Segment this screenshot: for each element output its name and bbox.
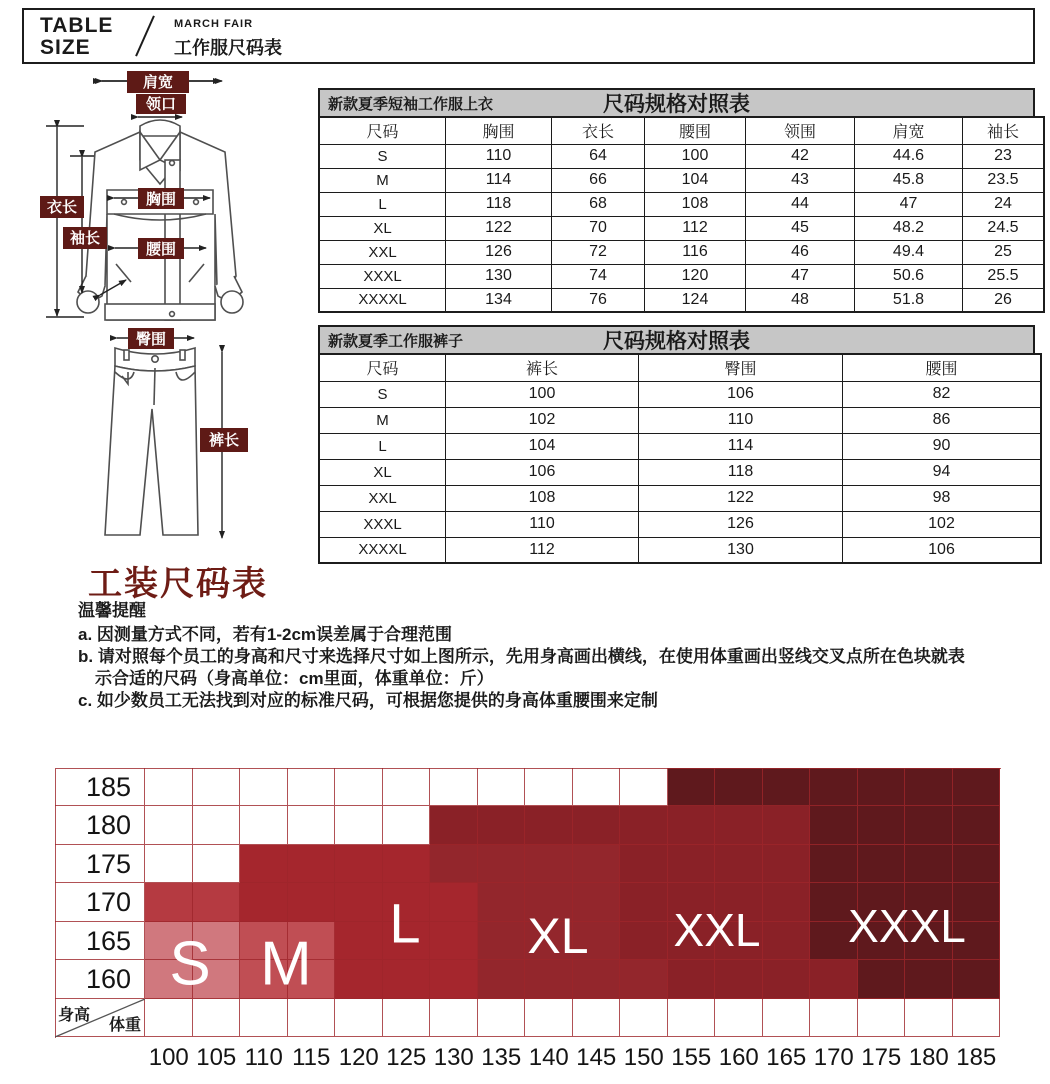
grid-cell [478,960,526,998]
grid-cell [288,883,336,921]
jacket-drawing [77,120,243,320]
table-cell: 108 [446,485,639,511]
grid-cell [335,768,383,806]
table-cell: 116 [645,240,746,264]
column-header: 腰围 [645,117,746,144]
table-cell: 114 [446,168,552,192]
grid-cell [193,806,241,844]
grid-cell [573,960,621,998]
product-name: 新款夏季短袖工作服上衣 [328,95,494,113]
table-cell: 118 [639,459,843,485]
table-title: 尺码规格对照表 [603,330,750,353]
table-row [319,288,1044,312]
table-cell: XXL [319,240,446,264]
waist-chip: 腰围 [145,241,177,258]
shoulder-width-chip: 肩宽 [142,74,174,91]
table-cell: 106 [446,459,639,485]
column-header: 衣长 [552,117,645,144]
table-cell: 44 [746,192,855,216]
size-region-label: L [389,891,421,955]
height-label: 165 [85,925,131,956]
table-cell: 100 [645,144,746,168]
grid-cell [763,806,811,844]
table-cell: 126 [446,240,552,264]
table-cell: 64 [552,144,645,168]
table-cell: 48.2 [855,216,963,240]
grid-cell [668,768,716,806]
grid-cell [478,999,526,1037]
grid-cell [905,960,953,998]
weight-label: 160 [718,1044,759,1071]
table-row [319,192,1044,216]
table-cell: 122 [639,485,843,511]
grid-cell [810,960,858,998]
grid-cell [525,845,573,883]
table-cell: L [319,433,446,459]
pants-size-table [318,325,1035,564]
grid-cell [478,806,526,844]
sleeve-length-chip: 袖长 [69,230,101,247]
grid-cell [620,922,668,960]
weight-label: 100 [148,1044,189,1071]
table-header-band [318,88,1035,118]
grid-cell [620,960,668,998]
table-column-header-row [319,354,1041,381]
table-cell: 102 [843,511,1042,537]
height-label: 180 [85,810,131,841]
grid-cell [763,999,811,1037]
grid-cell [810,999,858,1037]
table-cell: 110 [446,511,639,537]
table-row [319,264,1044,288]
grid-cell [383,999,431,1037]
table-cell: 118 [446,192,552,216]
banner-subtitle: 工作服尺码表 [174,38,282,58]
column-header: 裤长 [446,354,639,381]
banner-word-size: SIZE [40,36,91,59]
banner-title [40,15,113,59]
table-cell: 130 [639,537,843,563]
table-cell: 50.6 [855,264,963,288]
grid-cell [905,999,953,1037]
jacket-length-chip: 衣长 [46,199,78,216]
grid-cell [620,883,668,921]
brand-name: MARCH FAIR [174,18,254,30]
table-cell: 86 [843,407,1042,433]
height-label: 170 [85,887,131,918]
table-cell: L [319,192,446,216]
table-row [319,216,1044,240]
table-cell: 47 [855,192,963,216]
column-header: 腰围 [843,354,1042,381]
column-header: 尺码 [319,117,446,144]
table-cell: 47 [746,264,855,288]
table-cell: XL [319,459,446,485]
grid-cell [573,845,621,883]
garment-measure-diagram [28,64,320,556]
hip-chip: 臀围 [135,331,167,348]
table-cell: 110 [446,144,552,168]
grid-cell [145,999,193,1037]
grid-cell [240,845,288,883]
grid-cell [763,922,811,960]
table-cell: 24.5 [963,216,1045,240]
grid-cell [478,845,526,883]
table-cell: 68 [552,192,645,216]
grid-cell [715,768,763,806]
weight-label: 185 [956,1044,997,1071]
table-cell: 72 [552,240,645,264]
table-cell: 74 [552,264,645,288]
grid-cell [525,999,573,1037]
table-cell: XXXXL [319,288,446,312]
table-row [319,381,1041,407]
grid-cell [620,806,668,844]
grid-cell [335,806,383,844]
grid-cell [383,960,431,998]
column-header: 肩宽 [855,117,963,144]
table-cell: 44.6 [855,144,963,168]
table-column-header-row [319,117,1044,144]
banner-word-table: TABLE [40,14,114,37]
pants-drawing [105,348,198,535]
grid-cell [525,960,573,998]
grid-cell [335,999,383,1037]
grid-cell [810,806,858,844]
table-cell: 76 [552,288,645,312]
column-header: 领围 [746,117,855,144]
height-label: 175 [85,848,131,879]
weight-label: 110 [244,1044,283,1071]
table-row [319,168,1044,192]
grid-cell [858,960,906,998]
height-weight-size-chart [55,768,1000,1078]
weight-label: 145 [576,1044,617,1071]
grid-cell [145,883,193,921]
table-row [319,485,1041,511]
grid-cell [478,883,526,921]
collar-chip: 领口 [145,96,177,113]
table-cell: 102 [446,407,639,433]
table-cell: XXXXL [319,537,446,563]
grid-cell [715,960,763,998]
grid-cell [145,806,193,844]
size-region-label: S [169,929,211,999]
size-region-label: M [260,929,312,999]
table-cell: XXL [319,485,446,511]
axis-corner-cell [55,999,145,1037]
grid-cell [193,999,241,1037]
table-cell: 23 [963,144,1045,168]
table-header-band [318,325,1035,355]
table-cell: 124 [645,288,746,312]
grid-cell [715,806,763,844]
table-cell: 26 [963,288,1045,312]
table-cell: 106 [843,537,1042,563]
grid-cell [620,999,668,1037]
grid-cell [668,999,716,1037]
table-cell: 94 [843,459,1042,485]
grid-cell [573,768,621,806]
grid-cell [763,768,811,806]
column-header: 尺码 [319,354,446,381]
table-cell: 112 [446,537,639,563]
product-name: 新款夏季工作服裤子 [328,332,464,350]
grid-cell [430,806,478,844]
table-cell: 45.8 [855,168,963,192]
table-row [319,537,1041,563]
table-cell: 112 [645,216,746,240]
table-cell: S [319,381,446,407]
weight-label: 105 [196,1044,237,1071]
weight-label: 115 [292,1044,331,1071]
grid-cell [383,768,431,806]
grid-cell [953,768,1001,806]
grid-cell [145,768,193,806]
table-cell: 25 [963,240,1045,264]
table-cell: 82 [843,381,1042,407]
weight-label: 180 [908,1044,949,1071]
table-cell: 98 [843,485,1042,511]
table-cell: 45 [746,216,855,240]
grid-cell [335,960,383,998]
grid-cell [763,883,811,921]
grid-cell [810,768,858,806]
page-banner [22,8,1035,64]
grid-cell [525,768,573,806]
grid-cell [858,768,906,806]
weight-label: 135 [481,1044,522,1071]
column-header: 臀围 [639,354,843,381]
table-row [319,407,1041,433]
table-cell: 130 [446,264,552,288]
grid-cell [430,999,478,1037]
section-title: 工装尺码表 [88,565,268,603]
table-row [319,433,1041,459]
grid-cell [430,883,478,921]
note-line-c: c. 如少数员工无法找到对应的标准尺码，可根据您提供的身高体重腰围来定制 [78,691,658,710]
table-cell: 110 [639,407,843,433]
grid-cell [193,883,241,921]
grid-cell [763,960,811,998]
weight-label: 170 [813,1044,854,1071]
grid-cell [430,960,478,998]
grid-cell [905,845,953,883]
column-header: 袖长 [963,117,1045,144]
chest-chip: 胸围 [145,191,177,208]
size-spec-table [318,116,1045,313]
weight-label: 150 [623,1044,664,1071]
grid-cell [193,845,241,883]
pants-length-chip: 裤长 [208,432,240,449]
grid-cell [288,806,336,844]
grid-cell [763,845,811,883]
weight-label: 155 [671,1044,712,1071]
grid-cell [905,768,953,806]
grid-cell [240,806,288,844]
notes-heading: 温馨提醒 [78,601,146,620]
table-cell: 126 [639,511,843,537]
table-row [319,459,1041,485]
grid-cell [335,845,383,883]
grid-cell [430,845,478,883]
table-cell: XXXL [319,511,446,537]
table-title: 尺码规格对照表 [603,93,750,116]
weight-label: 125 [386,1044,427,1071]
table-cell: 70 [552,216,645,240]
table-cell: XXXL [319,264,446,288]
grid-cell [810,845,858,883]
table-cell: 48 [746,288,855,312]
table-cell: 120 [645,264,746,288]
grid-cell [905,806,953,844]
grid-cell [240,883,288,921]
x-axis-label: 体重 [108,1017,141,1034]
grid-cell [383,845,431,883]
grid-cell [335,922,383,960]
grid-cell [288,845,336,883]
size-spec-table [318,353,1042,564]
grid-cell [620,768,668,806]
grid-cell [288,999,336,1037]
height-label: 185 [85,772,131,802]
table-cell: M [319,168,446,192]
table-cell: 122 [446,216,552,240]
table-cell: 23.5 [963,168,1045,192]
table-cell: S [319,144,446,168]
table-cell: 24 [963,192,1045,216]
grid-cell [668,806,716,844]
grid-cell [478,922,526,960]
grid-cell [193,768,241,806]
table-cell: 106 [639,381,843,407]
table-cell: 90 [843,433,1042,459]
size-region-label: XXL [673,904,761,956]
table-cell: 114 [639,433,843,459]
weight-label: 175 [861,1044,902,1071]
table-cell: 42 [746,144,855,168]
grid-cell [668,960,716,998]
table-cell: 104 [645,168,746,192]
table-cell: XL [319,216,446,240]
table-cell: 134 [446,288,552,312]
grid-cell [668,845,716,883]
grid-cell [620,845,668,883]
grid-cell [430,922,478,960]
grid-cell [715,999,763,1037]
table-row [319,511,1041,537]
table-cell: 66 [552,168,645,192]
grid-cell [335,883,383,921]
note-line-b1: b. 请对照每个员工的身高和尺寸来选择尺寸如上图所示，先用身高画出横线，在使用体重画出竖线交叉点所在色块就表 [78,647,965,666]
grid-cell [478,768,526,806]
height-label: 160 [85,964,131,995]
weight-label: 140 [528,1044,569,1071]
grid-cell [525,806,573,844]
size-region-label: XL [527,908,589,964]
table-cell: 51.8 [855,288,963,312]
grid-cell [953,845,1001,883]
table-row [319,240,1044,264]
table-cell: 100 [446,381,639,407]
jacket-size-table [318,88,1035,313]
table-row [319,144,1044,168]
grid-cell [430,768,478,806]
note-line-a: a. 因测量方式不同，若有1-2cm误差属于合理范围 [78,625,453,644]
note-line-b2: 示合适的尺码（身高单位：cm里面，体重单位：斤） [95,669,494,688]
size-region-label: XXXL [848,900,966,952]
grid-cell [240,768,288,806]
grid-cell [953,999,1001,1037]
table-cell: 46 [746,240,855,264]
grid-cell [953,806,1001,844]
weight-label: 165 [766,1044,807,1071]
table-cell: 108 [645,192,746,216]
grid-cell [715,845,763,883]
grid-cell [858,999,906,1037]
grid-cell [573,999,621,1037]
grid-cell [953,960,1001,998]
grid-cell [288,768,336,806]
grid-cell [145,845,193,883]
grid-cell [858,845,906,883]
y-axis-label: 身高 [58,1006,91,1024]
weight-label: 130 [433,1044,474,1071]
grid-cell [573,806,621,844]
column-header: 胸围 [446,117,552,144]
grid-cell [240,999,288,1037]
table-cell: 25.5 [963,264,1045,288]
table-cell: 49.4 [855,240,963,264]
table-cell: M [319,407,446,433]
table-cell: 104 [446,433,639,459]
table-cell: 43 [746,168,855,192]
grid-cell [383,806,431,844]
banner-divider [135,15,155,56]
weight-label: 120 [338,1044,379,1071]
grid-cell [858,806,906,844]
